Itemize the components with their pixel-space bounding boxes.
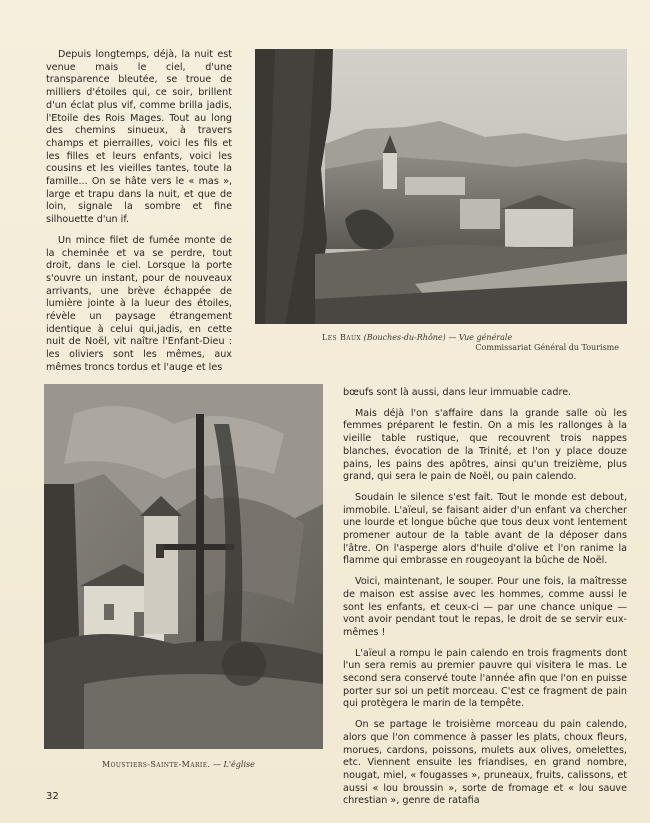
paragraph: Un mince filet de fumée monte de la cheminée et va se perdre, tout droit, dans le ciel. Lorsque la porte s'ouvre un instant, pour de nouveaux arrivants, une brève échappée de lumière jointe à la lueur des étoiles, révèle un paysage étrangement identique à celui qui,jadis, en cette nuit de Noël, vit naître l'Enfant-Dieu : les oliviers sont les mêmes, aux mêmes troncs tordus et l'auge et les <box>46 234 232 373</box>
caption-place: Moustiers-Sainte-Marie. <box>102 760 211 769</box>
paragraph: Depuis longtemps, déjà, la nuit est venue mais le ciel, d'une transparence bleutée, se troue de milliers d'étoiles qui, ce soir, brillent d'un éclat plus vif, comme brilla jadis, l'Etoile des Rois Mages. Tout au long des chemins sinueux, à travers champs et pierrailles, voici les fils et les filles et leurs enfants, voici les cousins et les vieilles tantes, toute la famille... On se hâte vers le « mas », large et trapu dans la nuit, et que de loin, signale la sombre et fine silhouette d'un if. <box>46 49 232 226</box>
paragraph: Soudain le silence s'est fait. Tout le monde est debout, immobile. L'aïeul, se faisant aider d'un enfant va chercher une lourde et longue bûche que tous deux vont lentement promener autour de la table avant de la déposer dans l'âtre. On l'asperge alors d'huile d'olive et l'on ranime la flamme qui embrasse en rougeoyant la bûche de Noël. <box>343 491 627 567</box>
caption-credit: Commissariat Général du Tourisme <box>475 343 619 352</box>
caption-place: Les Baux <box>322 333 362 342</box>
caption-view: Vue générale <box>458 333 513 342</box>
caption-region: (Bouches-du-Rhône) <box>363 333 446 342</box>
caption-view: L'église <box>223 760 255 769</box>
paragraph: On se partage le troisième morceau du pain calendo, alors que l'on commence à passer les plats, choux fleurs, morues, cardons, poissons, mulets aux olives, omelettes, etc. Viennent ensuite les friandises, en grand nombre, nougat, miel, « fougasses », pruneaux, fruits, calissons, et aussi « lou broussin », sorte de fromage et « lou sauve chrestian », genre de ratafia <box>343 719 627 807</box>
photo-les-baux-village <box>255 49 627 324</box>
text-column-top-left <box>46 49 232 383</box>
photo-moustiers-church <box>44 384 323 749</box>
caption-les-baux <box>322 333 627 352</box>
caption-dash: — <box>448 333 457 342</box>
text-column-bottom-right <box>343 387 627 816</box>
caption-dash: — <box>212 760 221 769</box>
page-number: 32 <box>46 791 59 802</box>
paragraph: Voici, maintenant, le souper. Pour une fois, la maîtresse de maison est assise avec les hommes, comme aussi le sont les enfants, et ceux-ci — par une chance unique — vont avoir pendant tout le repas, le droit de se servir eux-mêmes ! <box>343 576 627 638</box>
paragraph: bœufs sont là aussi, dans leur immuable cadre. <box>343 387 572 398</box>
caption-moustiers <box>102 760 255 769</box>
paragraph: Mais déjà l'on s'affaire dans la grande salle où les femmes préparent le festin. On a mis les rallonges à la vieille table rustique, que recouvrent trois nappes blanches, évocation de la Trinité, et l'on y place douze pains, les pains des apôtres, ainsi qu'un treizième, plus grand, qui sera le pain de Noël, ou pain calendo. <box>343 407 627 483</box>
paragraph: L'aïeul a rompu le pain calendo en trois fragments dont l'un sera remis au premier pauvre qui visitera le mas. Le second sera conservé toute l'année afin que l'on en puisse porter sur soi un petit morceau. C'est ce fragment de pain qui protègera le marin de la tempête. <box>343 647 627 710</box>
